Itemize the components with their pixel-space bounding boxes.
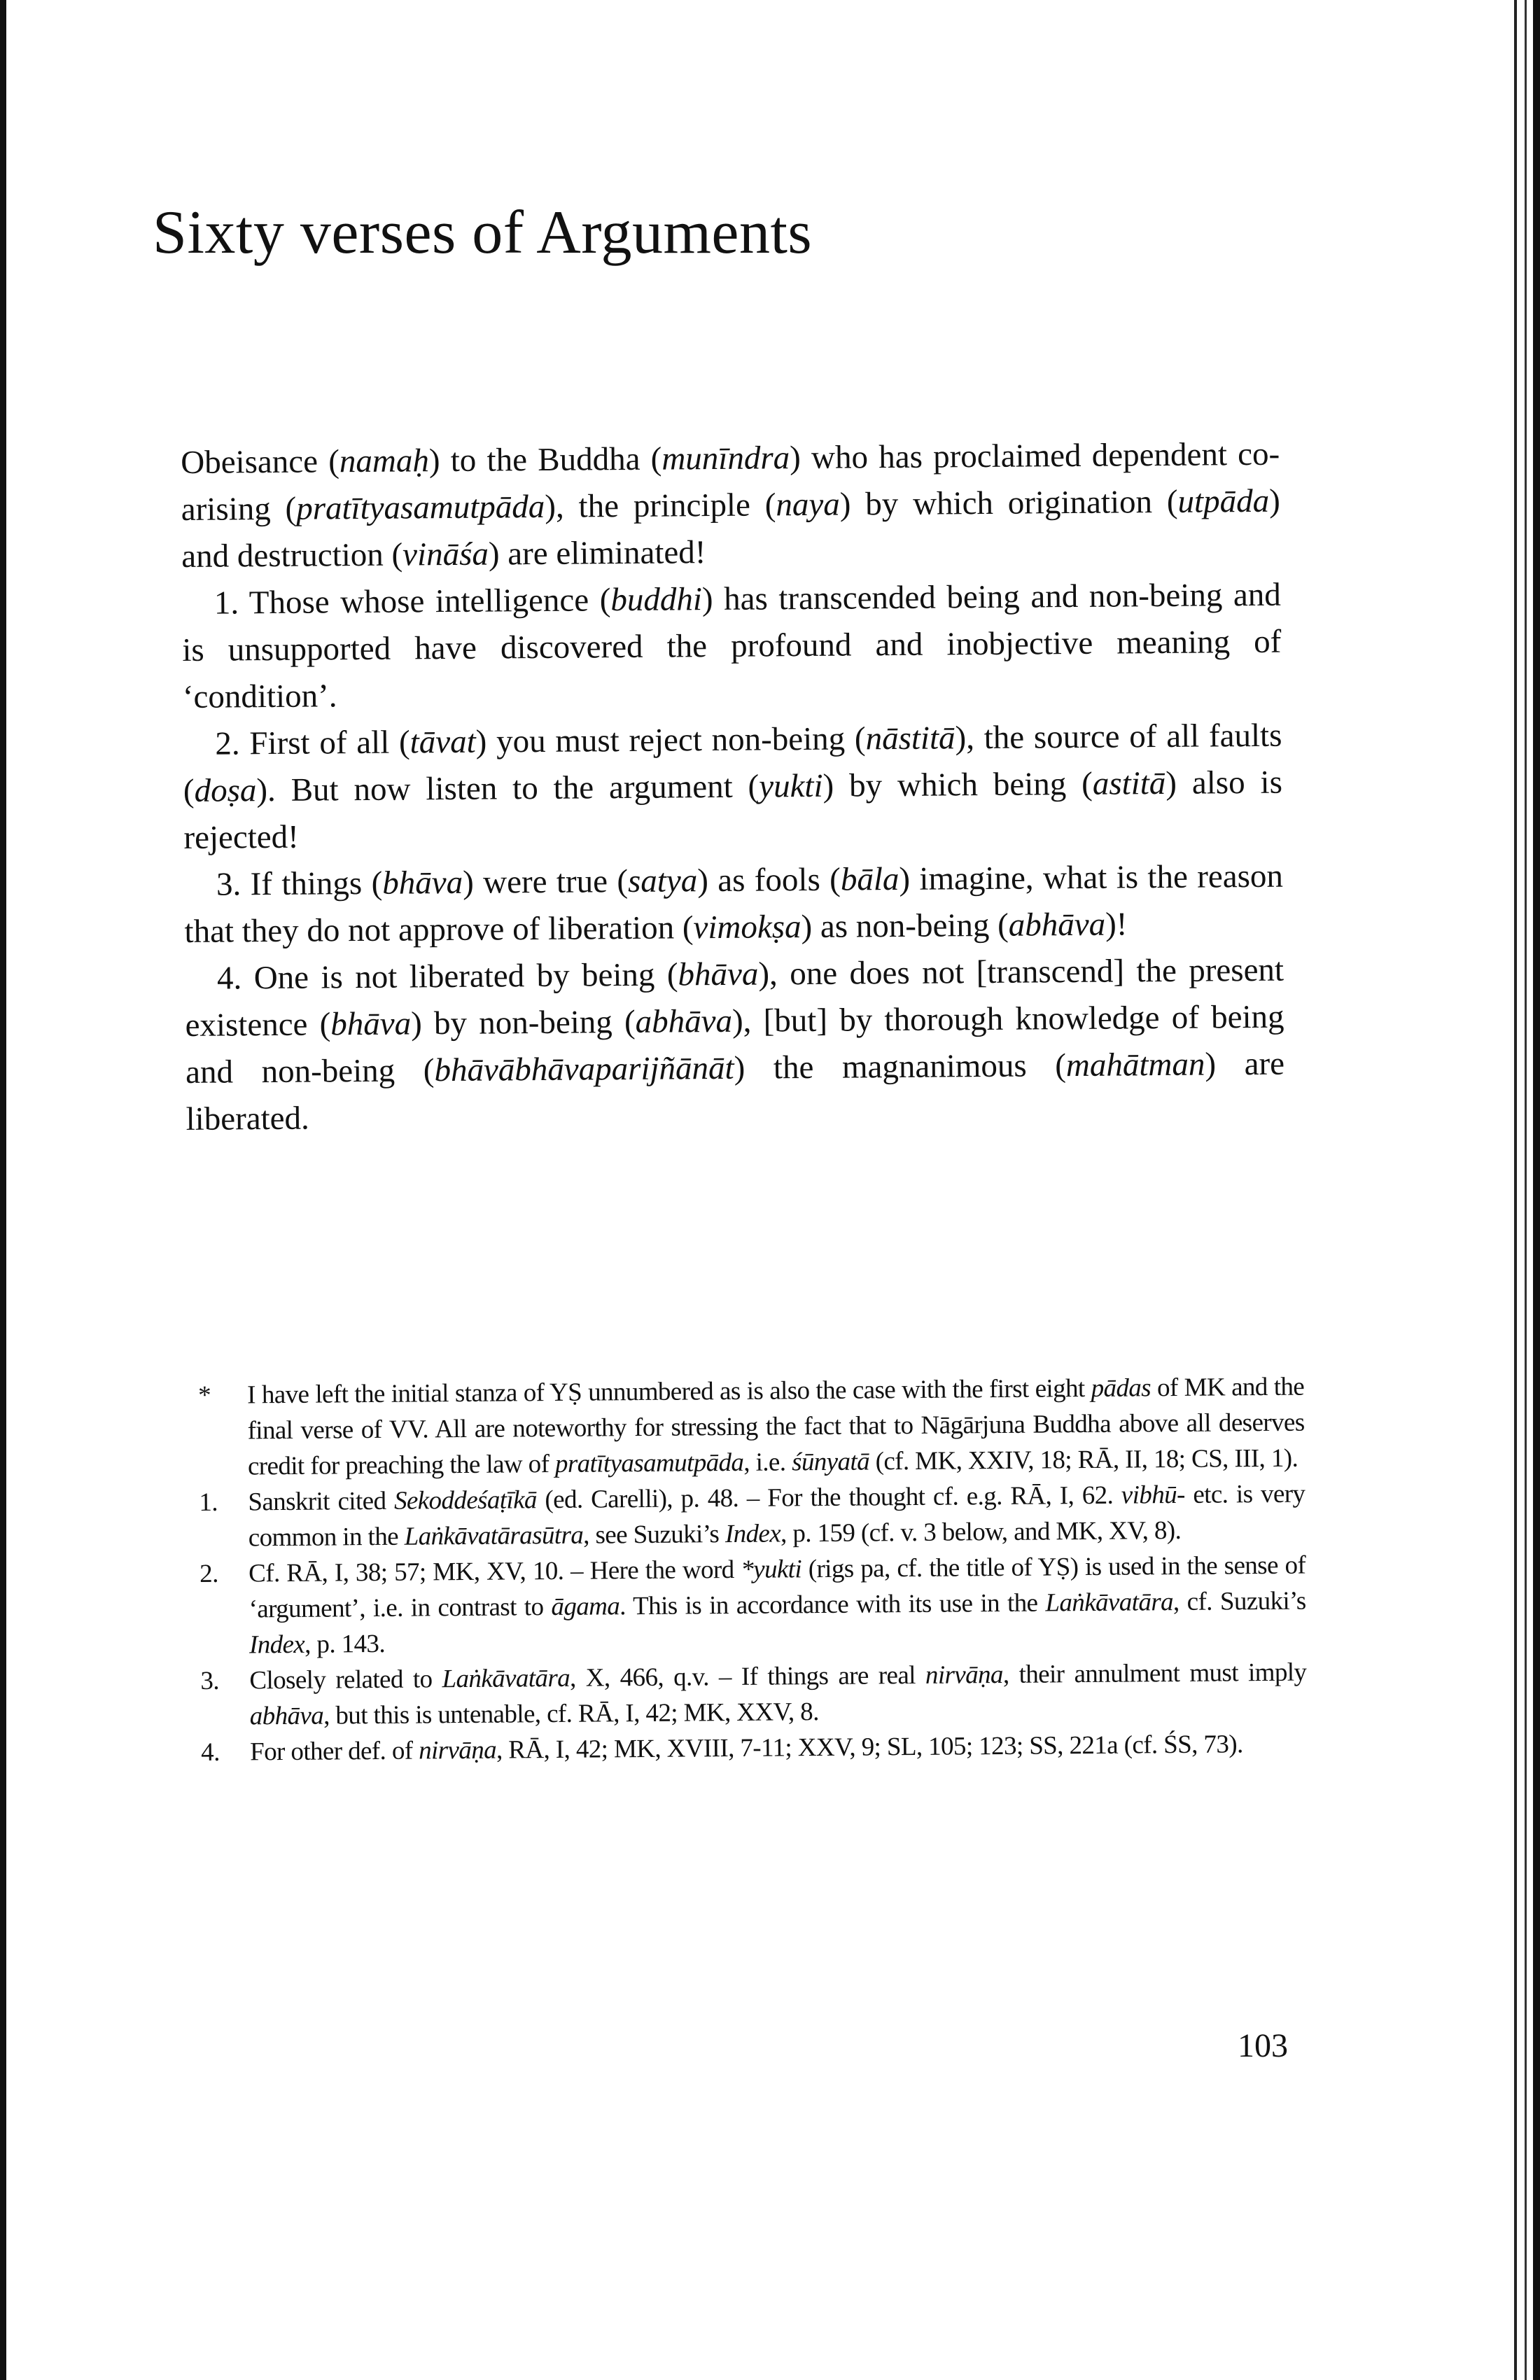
italic-term: satya [627, 862, 698, 900]
text-run: , p. 143. [304, 1629, 386, 1659]
italic-term: pratītyasamutpāda [554, 1448, 744, 1478]
footnote-text [248, 1476, 1306, 1556]
text-run: 2. First of all ( [215, 724, 410, 762]
text-run: Closely related to [249, 1665, 442, 1695]
text-run: (ed. Carelli), p. 48. – For the thought cf. e.g. RĀ, I, 62. [536, 1480, 1121, 1515]
text-run: ) by non-being ( [410, 1003, 636, 1042]
italic-term: bhāva [678, 955, 759, 993]
footnote-text [248, 1548, 1306, 1663]
footnote-text [250, 1726, 1307, 1770]
scan-edge-right [1525, 0, 1527, 2380]
text-run: ). But now listen to the argument ( [256, 768, 760, 809]
italic-term: doṣa [194, 772, 257, 809]
italic-term: bhāva [382, 864, 463, 902]
text-run: ) as fools ( [697, 861, 841, 899]
italic-term: naya [776, 486, 840, 524]
italic-term: nirvāṇa [418, 1735, 497, 1765]
text-run: (cf. MK, XXIV, 18; RĀ, II, 18; CS, III, 1). [869, 1443, 1298, 1476]
text-run: ) by which being ( [822, 765, 1093, 804]
italic-term: abhāva [249, 1701, 324, 1731]
italic-term: munīndra [662, 440, 790, 477]
text-run: ), [but] by thorough knowledge of being and non-being ( [185, 998, 1284, 1091]
text-run: 1. Those whose intelligence ( [214, 582, 611, 622]
text-run: ), the principle ( [545, 486, 776, 525]
page-number: 103 [1238, 2027, 1288, 2064]
text-run: Obeisance ( [181, 443, 340, 481]
text-run: , X, 466, q.v. – If things are real [569, 1660, 926, 1693]
italic-term: vināśa [402, 536, 489, 573]
text-run: ) you must reject non-being ( [475, 720, 866, 760]
italic-term: bhāva [330, 1005, 412, 1043]
italic-term: yukti [759, 767, 823, 805]
text-run: ) who has proclaimed dependent co-arising ( [181, 435, 1280, 528]
footnote-marker: 4. [201, 1737, 220, 1767]
italic-term: Laṅkāvatāra [1045, 1588, 1174, 1618]
text-run: ) the magnanimous ( [734, 1047, 1067, 1086]
text-run: ) also is rejected! [183, 764, 1283, 856]
text-run: 3. If things ( [216, 864, 383, 903]
text-run: 4. One is not liberated by being ( [216, 956, 678, 997]
italic-term: utpāda [1177, 482, 1270, 520]
italic-term: pādas [1091, 1373, 1152, 1403]
italic-term: namaḥ [339, 442, 430, 480]
italic-term: śūnyatā [791, 1447, 870, 1477]
italic-term: nāstitā [865, 720, 955, 757]
text-run: , i.e. [743, 1448, 792, 1477]
italic-term: Index [248, 1630, 305, 1660]
scan-edge-right [1514, 0, 1517, 2380]
footnote [198, 1369, 1305, 1485]
text-run: Sanskrit cited [248, 1486, 395, 1517]
text-run: ) were true ( [462, 863, 629, 901]
text-run: . This is in accordance with its use in the [620, 1588, 1046, 1621]
text-run: etc. is very common in the [248, 1479, 1306, 1553]
text-run: , RĀ, I, 42; MK, XVIII, 7-11; XXV, 9; SL, 105; 123; SS, 221a (cf. ŚS, 73). [496, 1730, 1243, 1765]
text-run: ), one does not [transcend] the present existence ( [185, 951, 1284, 1044]
text-run: I have left the initial stanza of YṢ unnumbered as is also the case with the first eight [247, 1373, 1091, 1410]
text-run: , their annulment must imply [1002, 1658, 1307, 1689]
text-run: ) by which origination ( [839, 483, 1178, 523]
footnotes [198, 1369, 1307, 1770]
text-run: ) are eliminated! [488, 534, 706, 573]
text-run: ) are liberated. [186, 1045, 1285, 1138]
scan-edge-left [0, 0, 6, 2380]
italic-term: Laṅkāvatārasūtra [404, 1520, 584, 1551]
text-run: ), the source of all faults ( [183, 717, 1282, 809]
italic-term: āgama [551, 1592, 620, 1622]
text-run: ) imagine, what is the reason that they do not approve of liberation ( [184, 858, 1284, 950]
footnote [200, 1548, 1306, 1663]
footnote-text [249, 1655, 1307, 1735]
footnote-text [247, 1369, 1305, 1485]
italic-term: vibhū- [1121, 1480, 1185, 1510]
invocation-paragraph [181, 431, 1281, 580]
verse-paragraph [184, 853, 1284, 955]
text-run: )! [1105, 906, 1128, 943]
verse-body [181, 431, 1285, 1143]
italic-term: astitā [1092, 764, 1166, 802]
italic-term: tāvat [410, 723, 476, 761]
text-run: ) has transcended being and non-being and is unsupported have discovered the profound and inobjective meaning of ‘condition’. [182, 576, 1282, 715]
text-run: , p. 159 (cf. v. 3 below, and MK, XV, 8). [780, 1516, 1182, 1548]
italic-term: *yukti [741, 1555, 802, 1584]
italic-term: mahātman [1065, 1046, 1205, 1084]
footnote-marker: 3. [200, 1666, 220, 1695]
text-run: ) as non-being ( [801, 906, 1009, 946]
footnote [199, 1476, 1306, 1556]
italic-term: Laṅkāvatāra [442, 1663, 570, 1694]
footnote-marker: * [198, 1380, 211, 1410]
italic-term: Index [724, 1519, 781, 1549]
text-run: (rigs pa, cf. the title of YṢ) is used in the sense of ‘argument’, i.e. in contrast to [248, 1550, 1306, 1624]
footnote-marker: 1. [199, 1488, 218, 1517]
italic-term: nirvāṇa [925, 1660, 1004, 1690]
verse-paragraph [182, 572, 1282, 721]
page-title: Sixty verses of Arguments [153, 199, 813, 267]
italic-term: Sekoddeśaṭīkā [393, 1485, 538, 1516]
italic-term: abhāva [1008, 906, 1106, 944]
text-run: ) and destruction ( [181, 482, 1280, 575]
footnote [200, 1655, 1307, 1735]
text-run: of MK and the final verse of VV. All are noteworthy for stressing the fact that to Nāgārjuna Buddha above all deserves credit for preaching the law of [247, 1372, 1305, 1481]
italic-term: abhāva [635, 1002, 733, 1040]
text-run: , cf. Suzuki’s [1172, 1586, 1306, 1617]
italic-term: bhāvābhāvaparijñānāt [434, 1049, 734, 1089]
text-run: , see Suzuki’s [583, 1520, 726, 1550]
italic-term: bāla [840, 860, 899, 898]
text-run: , but this is untenable, cf. RĀ, I, 42; MK, XXV, 8. [323, 1698, 819, 1730]
italic-term: buddhi [610, 581, 703, 619]
text-run: For other def. of [250, 1736, 419, 1767]
footnote-marker: 2. [200, 1559, 218, 1588]
text-run: ) to the Buddha ( [428, 440, 662, 479]
verse-paragraph [185, 947, 1285, 1143]
italic-term: pratītyasamutpāda [295, 488, 545, 527]
verse-paragraph [183, 713, 1283, 862]
scan-edge-right [1533, 0, 1540, 2380]
text-run: Cf. RĀ, I, 38; 57; MK, XV, 10. – Here the word [248, 1555, 741, 1588]
italic-term: vimokṣa [693, 909, 802, 946]
